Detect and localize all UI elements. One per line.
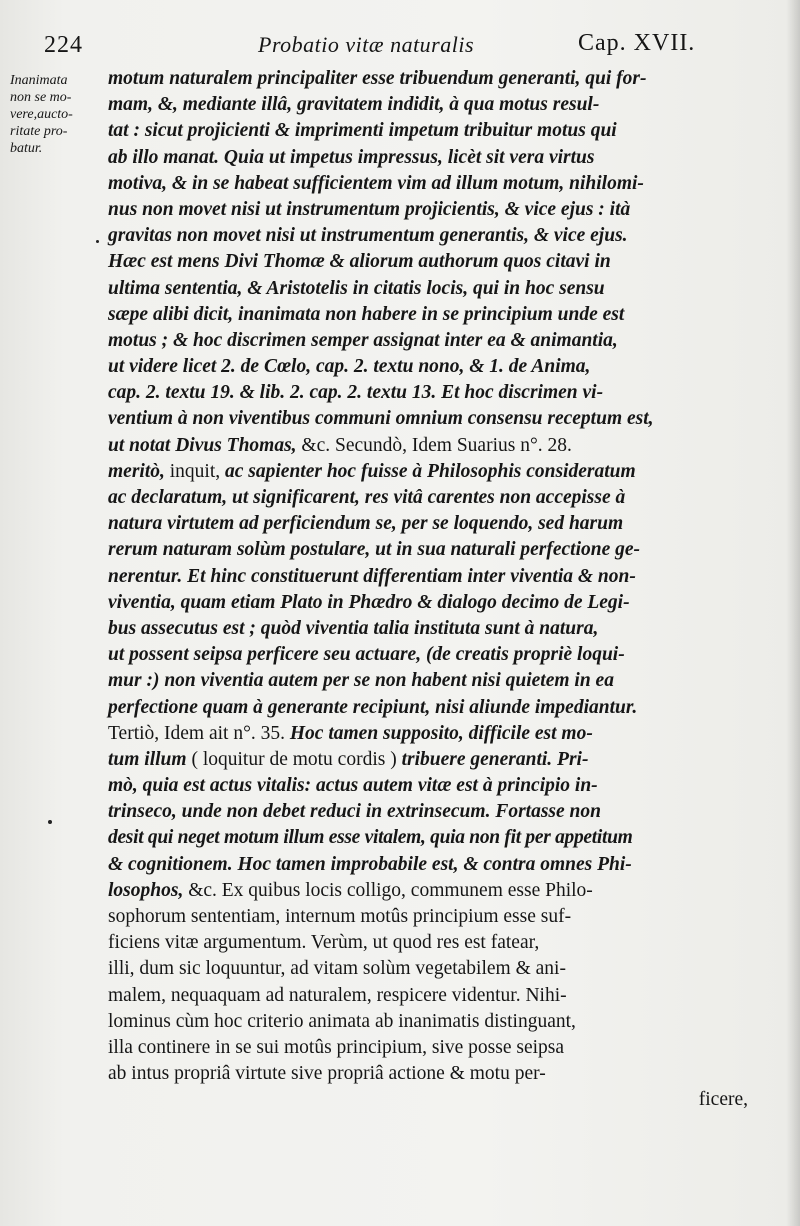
text-line: trinseco, unde non debet reduci in extrinsecum. Fortasse non	[108, 801, 601, 823]
text-line: sæpe alibi dicit, inanimata non habere in se principium unde est	[108, 303, 625, 325]
ink-speck	[48, 820, 52, 824]
text-segment-italic: ac sapienter hoc fuisse à Philosophis consideratum	[225, 460, 636, 482]
text-line: motus ; & hoc discrimen semper assignat inter ea & animantia,	[108, 329, 618, 351]
text-segment-roman: Tertiò, Idem ait n°. 35.	[108, 722, 290, 744]
body-text	[108, 66, 768, 1114]
text-segment-italic: losophos,	[108, 879, 189, 901]
page-header	[36, 26, 760, 60]
text-line: & cognitionem. Hoc tamen improbabile est, & contra omnes Phi-	[108, 853, 632, 875]
text-segment-roman: inquit,	[169, 460, 226, 482]
text-line: ab intus propriâ virtute sive propriâ actione & motu per-	[108, 1063, 546, 1085]
text-line: bus assecutus est ; quòd viventia talia instituta sunt à natura,	[108, 617, 599, 639]
text-line: sophorum sententiam, internum motûs principium esse suf-	[108, 906, 572, 927]
margin-note-line: non se mo-	[10, 90, 72, 105]
page-edge-shadow	[786, 0, 800, 1226]
text-segment-italic: tribuere generanti. Pri-	[401, 748, 589, 770]
text-line	[108, 459, 768, 485]
text-line: rerum naturam solùm postulare, ut in sua naturali perfectione ge-	[108, 539, 641, 561]
text-line: ab illo manat. Quia ut impetus impressus, licèt sit vera virtus	[108, 146, 595, 168]
text-line: motiva, & in se habeat sufficientem vim ad illum motum, nihilomi-	[108, 172, 644, 194]
text-line: viventia, quam etiam Plato in Phædro & dialogo decimo de Legi-	[108, 591, 630, 613]
text-line: malem, nequaquam ad naturalem, respicere videntur. Nihi-	[108, 984, 567, 1006]
text-line: mò, quia est actus vitalis: actus autem vitæ est à principio in-	[108, 775, 598, 797]
margin-note-line: Inanimata	[10, 73, 68, 88]
text-line: nerentur. Et hinc constituerunt differentiam inter viventia & non-	[108, 565, 636, 587]
margin-note-line: batur.	[10, 141, 43, 156]
margin-note-line: ritate pro-	[10, 124, 68, 139]
text-segment-italic: Hoc tamen supposito, difficile est mo-	[289, 722, 593, 744]
chapter-label: Cap. XVII.	[578, 30, 696, 56]
text-line: nus non movet nisi ut instrumentum projicientis, & vice ejus : ità	[108, 198, 631, 220]
text-segment-roman: &c. Ex quibus locis colligo, communem esse Philo-	[188, 879, 593, 901]
text-line: ultima sententia, & Aristotelis in citatis locis, qui in hoc sensu	[108, 277, 605, 299]
ink-speck	[96, 240, 99, 243]
text-line	[108, 721, 768, 747]
text-line: gravitas non movet nisi ut instrumentum generantis, & vice ejus.	[108, 225, 628, 247]
text-segment-roman: ( loquitur de motu cordis )	[191, 748, 402, 770]
text-line: ficiens vitæ argumentum. Verùm, ut quod res est fatear,	[108, 932, 540, 954]
text-line: lominus cùm hoc criterio animata ab inanimatis distinguant,	[108, 1010, 576, 1032]
text-segment-italic: meritò,	[108, 460, 170, 482]
text-line: mur :) non viventia autem per se non habent nisi quietem in ea	[108, 670, 614, 692]
catchword: ficere,	[698, 1089, 748, 1111]
text-line: ventium à non viventibus communi omnium consensu receptum est,	[108, 408, 654, 430]
text-line: cap. 2. textu 19. & lib. 2. cap. 2. textu 13. Et hoc discrimen vi-	[108, 382, 604, 404]
text-line	[108, 433, 768, 459]
text-line	[108, 878, 768, 904]
page-number: 224	[44, 32, 83, 58]
text-line: tat : sicut projicienti & imprimenti impetum tribuitur motus qui	[108, 120, 617, 142]
text-segment-italic: ut notat Divus Thomas,	[108, 434, 302, 456]
text-line: mam, &, mediante illâ, gravitatem indidit, à qua motus resul-	[108, 94, 600, 116]
text-line: ac declaratum, ut significarent, res vitâ carentes non accepisse à	[108, 487, 626, 508]
text-line: desit qui neget motum illum esse vitalem, quia non fit per appetitum	[108, 827, 633, 849]
text-segment-roman: &c. Secundò, Idem Suarius n°. 28.	[301, 434, 572, 456]
text-line: natura virtutem ad perficiendum se, per se loquendo, sed harum	[108, 513, 624, 535]
running-title: Probatio vitæ naturalis	[258, 32, 475, 57]
text-line: illi, dum sic loquuntur, ad vitam solùm vegetabilem & ani-	[108, 958, 566, 980]
margin-note	[10, 72, 100, 157]
text-line	[108, 747, 768, 773]
text-line: illa continere in se sui motûs principium, sive posse seipsa	[108, 1036, 565, 1058]
text-line: Hæc est mens Divi Thomæ & aliorum authorum quos citavi in	[108, 251, 611, 273]
text-line: ut possent seipsa perficere seu actuare, (de creatis propriè loqui-	[108, 644, 625, 666]
text-line: motum naturalem principaliter esse tribuendum generanti, qui for-	[108, 68, 647, 89]
text-line: perfectione quam à generante recipiunt, nisi aliunde impediantur.	[108, 696, 638, 718]
margin-note-line: vere,aucto-	[10, 107, 73, 122]
text-segment-italic: tum illum	[108, 748, 192, 770]
text-line: ut videre licet 2. de Cœlo, cap. 2. textu nono, & 1. de Anima,	[108, 356, 591, 378]
